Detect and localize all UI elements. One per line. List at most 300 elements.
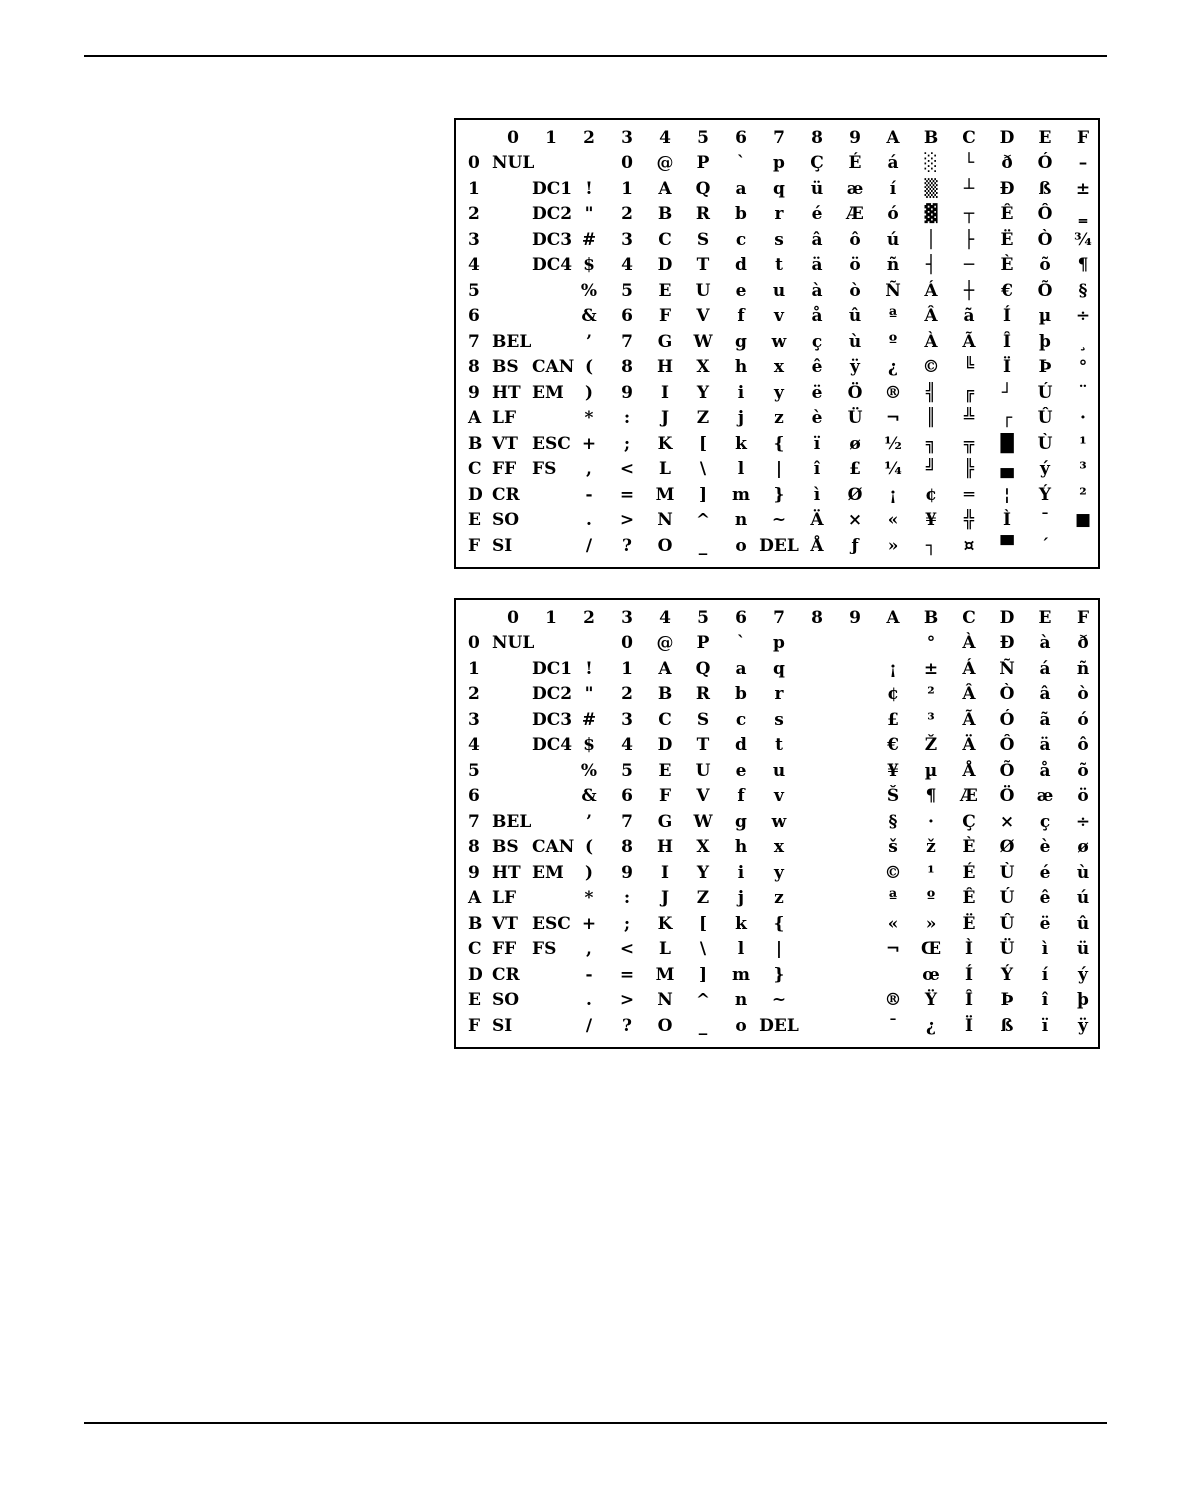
character-cell: É (962, 862, 976, 883)
control-code-label (492, 177, 536, 201)
column-header: 0 (507, 128, 519, 148)
control-code-label: ESC (532, 433, 571, 454)
character-cell: ÷ (1075, 811, 1091, 832)
character-cell: y (774, 382, 784, 403)
character-cell: Å (810, 535, 824, 556)
control-code-label: DC3 (532, 709, 573, 730)
character-cell: ( (584, 837, 594, 857)
character-cell: z (774, 408, 784, 428)
character-cell: + (581, 913, 597, 934)
column-header: 8 (811, 128, 823, 148)
column-header: E (1038, 128, 1052, 148)
character-cell: v (774, 306, 784, 326)
character-cell: T (696, 255, 710, 275)
character-cell: 7 (621, 811, 633, 832)
character-cell: Z (696, 888, 710, 908)
character-cell: ä (1039, 735, 1051, 755)
character-cell: £ (849, 459, 861, 479)
column-header: 5 (697, 128, 709, 148)
character-cell: à (811, 280, 823, 301)
character-cell: ] (698, 484, 708, 505)
column-header: B (923, 608, 939, 628)
character-cell: O (657, 1015, 673, 1036)
character-cell: Ž (924, 735, 938, 755)
character-cell: Î (1003, 331, 1011, 352)
character-cell: A (658, 658, 672, 679)
character-cell: î (813, 459, 821, 479)
character-cell: á (887, 153, 899, 173)
character-cell: ÷ (1075, 306, 1091, 326)
character-cell: Æ (846, 204, 864, 224)
control-code-label (492, 708, 536, 732)
character-cell: ╠ (963, 459, 975, 479)
character-cell: } (773, 484, 785, 505)
character-cell: ^ (695, 510, 711, 530)
character-cell: " (584, 684, 594, 704)
character-cell: á (1039, 658, 1051, 679)
character-cell: Å (962, 760, 976, 781)
character-cell: 8 (621, 837, 633, 857)
control-code-label (492, 304, 536, 328)
column-header: B (923, 128, 939, 148)
character-cell: b (735, 684, 747, 704)
character-cell: ù (848, 331, 862, 352)
character-cell: @ (656, 153, 674, 173)
character-cell (798, 1014, 836, 1038)
character-cell: m (732, 964, 750, 985)
character-cell: ! (585, 178, 593, 199)
character-cell: v (774, 786, 784, 806)
column-header: C (962, 608, 976, 628)
control-code-label: FS (532, 459, 557, 479)
character-cell: \ (699, 939, 707, 959)
row-header: C (468, 459, 482, 479)
top-rule (84, 55, 1107, 57)
character-cell: K (657, 913, 673, 934)
character-cell: ô (1077, 735, 1089, 755)
character-cell: ] (698, 964, 708, 985)
character-cell: ò (1077, 684, 1089, 704)
control-code-label (492, 657, 536, 681)
character-cell (798, 759, 836, 783)
character-cell: a (735, 658, 747, 679)
row-header: A (468, 888, 482, 908)
character-cell (836, 835, 874, 859)
character-cell: œ (922, 964, 940, 985)
character-cell: R (695, 684, 711, 704)
character-cell: » (925, 913, 937, 934)
character-cell: # (581, 709, 597, 730)
character-cell (836, 963, 874, 987)
row-header: F (468, 535, 481, 556)
column-header: 1 (545, 608, 557, 628)
character-cell: þ (1077, 990, 1089, 1010)
control-code-label: FF (492, 459, 517, 479)
character-cell: « (887, 913, 899, 934)
character-cell: ê (811, 357, 823, 377)
character-cell: Œ (920, 939, 942, 959)
character-cell: < (619, 939, 635, 959)
character-cell: & (581, 306, 597, 326)
character-cell: ; (623, 913, 631, 934)
character-cell: Ú (1037, 382, 1053, 403)
character-cell: Ý (1038, 484, 1052, 505)
character-cell: È (1000, 255, 1014, 275)
row-header: 1 (468, 658, 480, 679)
character-cell: ¼ (884, 459, 902, 479)
character-cell: ’ (586, 331, 592, 352)
character-cell: 6 (621, 786, 633, 806)
character-cell: Õ (999, 760, 1015, 781)
character-cell: È (962, 837, 976, 857)
character-cell: ÿ (1078, 1015, 1088, 1036)
control-code-label (492, 682, 536, 706)
character-cell (836, 886, 874, 910)
character-cell: a (735, 178, 747, 199)
character-cell: ■ (1074, 510, 1092, 530)
character-cell (798, 708, 836, 732)
character-cell: i (737, 382, 745, 403)
character-cell: w (771, 331, 787, 352)
character-cell: [ (698, 913, 708, 934)
control-code-label (492, 279, 536, 303)
control-code-label: LF (492, 408, 517, 428)
column-header: F (1076, 608, 1090, 628)
character-cell: × (847, 510, 863, 530)
character-cell: ó (887, 204, 899, 224)
character-cell: u (772, 760, 786, 781)
character-cell: " (584, 204, 594, 224)
character-cell: d (735, 255, 747, 275)
character-cell: Û (999, 913, 1015, 934)
character-cell: ö (1077, 786, 1089, 806)
character-cell: ¯ (1040, 510, 1050, 530)
character-cell (874, 631, 912, 655)
character-cell: . (586, 990, 592, 1010)
character-cell: N (657, 990, 673, 1010)
character-cell: € (1001, 280, 1013, 301)
character-cell (798, 937, 836, 961)
character-cell: 3 (621, 229, 633, 250)
character-cell: > (619, 510, 635, 530)
row-header: 8 (468, 837, 480, 857)
character-cell: ? (622, 1015, 632, 1036)
row-header: 4 (468, 255, 480, 275)
character-cell: Y (696, 862, 710, 883)
character-cell (798, 631, 836, 655)
character-cell: ü (1076, 939, 1090, 959)
character-cell: Ñ (885, 280, 901, 301)
character-cell: Ô (999, 735, 1015, 755)
character-cell: – (1078, 153, 1088, 173)
character-cell: _ (698, 535, 708, 556)
character-cell: ` (736, 153, 746, 173)
character-cell: B (657, 684, 673, 704)
character-cell: Ê (962, 888, 976, 908)
character-cell: Â (962, 684, 976, 704)
character-cell: × (999, 811, 1015, 832)
character-cell: X (696, 357, 710, 377)
row-header: C (468, 939, 482, 959)
control-code-label (492, 759, 536, 783)
character-cell: ░ (924, 153, 938, 173)
column-header: 4 (659, 608, 671, 628)
control-code-label: EM (532, 382, 564, 403)
character-cell: í (889, 178, 897, 199)
character-cell: ô (849, 229, 861, 250)
control-code-label: DC4 (532, 255, 573, 275)
control-code-label: DC4 (532, 735, 573, 755)
control-code-label (492, 253, 536, 277)
character-cell: L (659, 939, 671, 959)
character-cell: ▄ (1000, 459, 1014, 479)
character-cell: e (735, 280, 747, 301)
character-cell: p (773, 633, 785, 653)
column-header: 8 (811, 608, 823, 628)
row-header: B (468, 433, 483, 454)
character-cell: ò (849, 280, 861, 301)
character-cell: Ï (1003, 357, 1011, 377)
character-cell: ³ (1079, 459, 1087, 479)
control-code-label: DC2 (532, 204, 573, 224)
row-header: 6 (468, 306, 480, 326)
character-cell: ┌ (1001, 408, 1013, 428)
row-header: 1 (468, 178, 480, 199)
character-cell: X (696, 837, 710, 857)
character-cell: | (775, 459, 783, 479)
row-header: 0 (468, 153, 480, 173)
row-header: E (468, 510, 481, 530)
character-cell: ’ (586, 811, 592, 832)
character-cell: Ì (965, 939, 973, 959)
character-cell: M (655, 484, 675, 505)
character-cell: w (771, 811, 787, 832)
character-cell: Q (695, 178, 711, 199)
character-cell: 4 (621, 255, 633, 275)
character-cell: Ã (962, 709, 976, 730)
character-cell: Ï (965, 1015, 973, 1036)
character-cell: æ (1036, 786, 1054, 806)
character-cell (798, 886, 836, 910)
character-cell: █ (1000, 433, 1014, 454)
character-cell (570, 631, 608, 655)
character-cell: Ç (810, 153, 824, 173)
row-header: A (468, 408, 482, 428)
character-cell: } (773, 964, 785, 985)
row-header: 6 (468, 786, 480, 806)
character-cell: è (811, 408, 823, 428)
character-cell: r (774, 204, 784, 224)
character-cell: ═ (963, 484, 975, 505)
character-cell: ¢ (925, 484, 937, 505)
row-header: 0 (468, 633, 480, 653)
character-cell: © (884, 862, 902, 883)
character-cell: I (661, 382, 669, 403)
character-cell: Æ (960, 786, 978, 806)
character-cell: Ø (999, 837, 1015, 857)
character-cell: Ù (1037, 433, 1053, 454)
character-cell: p (773, 153, 785, 173)
character-cell: 5 (621, 760, 633, 781)
character-cell: T (696, 735, 710, 755)
character-cell: å (811, 306, 823, 326)
character-cell: $ (583, 255, 595, 275)
character-cell (798, 657, 836, 681)
character-cell: │ (925, 229, 937, 250)
character-cell: õ (1077, 760, 1089, 781)
row-header: D (468, 964, 483, 985)
character-cell: ž (926, 837, 936, 857)
column-header: E (1038, 608, 1052, 628)
character-cell: 3 (621, 709, 633, 730)
character-cell: ╬ (963, 510, 975, 530)
character-cell: D (657, 735, 673, 755)
column-header: 7 (773, 608, 785, 628)
control-code-label: ESC (532, 913, 571, 934)
character-cell: 2 (621, 204, 633, 224)
character-cell: Â (924, 306, 938, 326)
character-cell: q (773, 658, 785, 679)
character-cell (836, 988, 874, 1012)
character-cell: ( (584, 357, 594, 377)
character-cell: € (887, 735, 899, 755)
character-cell: R (695, 204, 711, 224)
character-cell: Ç (962, 811, 976, 832)
character-cell: | (775, 939, 783, 959)
character-cell: ? (622, 535, 632, 556)
character-cell: C (658, 709, 672, 730)
character-cell: 5 (621, 280, 633, 301)
control-code-label: SI (492, 1015, 513, 1036)
character-cell: ┤ (925, 255, 937, 275)
character-cell: Ô (1037, 204, 1053, 224)
character-cell: s (774, 229, 784, 250)
column-header: 6 (735, 128, 747, 148)
control-code-label: DC2 (532, 684, 573, 704)
character-cell: % (580, 280, 598, 301)
character-cell: ╩ (963, 408, 975, 428)
character-cell: ü (810, 178, 824, 199)
control-code-label: VT (492, 913, 518, 934)
character-cell: Ä (810, 510, 824, 530)
character-cell: Í (965, 964, 973, 985)
character-cell: ã (1039, 709, 1051, 730)
character-cell: S (696, 229, 710, 250)
column-header: 5 (697, 608, 709, 628)
character-cell: Ÿ (924, 990, 938, 1010)
character-cell: k (735, 433, 747, 454)
character-cell: P (696, 153, 710, 173)
character-cell: £ (887, 709, 899, 730)
character-cell: V (696, 786, 710, 806)
character-cell: ì (1041, 939, 1049, 959)
character-cell: E (658, 280, 672, 301)
column-header: 9 (849, 128, 861, 148)
character-cell: y (774, 862, 784, 883)
character-cell: B (657, 204, 673, 224)
character-cell: ç (1039, 811, 1051, 832)
character-cell: ² (927, 684, 935, 704)
control-code-label: CAN (532, 357, 575, 377)
character-cell: > (619, 990, 635, 1010)
character-cell: D (657, 255, 673, 275)
character-cell: o (735, 535, 747, 556)
character-cell: 1 (621, 658, 633, 679)
character-cell: , (586, 939, 592, 959)
character-cell: ² (1079, 484, 1087, 505)
character-cell: û (1076, 913, 1090, 934)
character-cell: ╗ (925, 433, 937, 454)
character-cell: ¯ (888, 1015, 898, 1036)
character-cell: S (696, 709, 710, 730)
character-cell (798, 963, 836, 987)
character-cell: ã (963, 306, 975, 326)
character-cell: ┬ (963, 204, 975, 224)
character-cell: : (623, 888, 631, 908)
character-cell: 4 (621, 735, 633, 755)
character-cell: é (1039, 862, 1051, 883)
control-code-label: DC1 (532, 178, 573, 199)
character-cell (798, 810, 836, 834)
character-table-2 (454, 598, 1100, 1049)
character-cell: ê (1039, 888, 1051, 908)
character-cell: š (888, 837, 898, 857)
character-cell: = (619, 484, 635, 505)
character-cell: g (735, 331, 747, 352)
character-cell: ¿ (926, 1015, 936, 1036)
character-cell: Î (965, 990, 973, 1010)
character-cell: ║ (925, 408, 937, 428)
character-cell: à (1039, 633, 1051, 653)
character-cell: õ (1039, 255, 1051, 275)
character-cell: å (1039, 760, 1051, 781)
character-cell: Ò (999, 684, 1015, 704)
character-cell: j (737, 888, 745, 908)
character-cell: À (924, 331, 938, 352)
control-code-label: BEL (492, 811, 532, 832)
row-header: 9 (468, 382, 480, 403)
character-cell: ┘ (1001, 382, 1013, 403)
column-header: A (886, 128, 900, 148)
character-cell: l (737, 939, 745, 959)
control-code-label: NUL (492, 633, 535, 653)
control-code-label: SO (492, 990, 520, 1010)
character-cell: ° (1078, 357, 1088, 377)
character-cell: W (693, 331, 713, 352)
character-cell: I (661, 862, 669, 883)
character-cell: ¾ (1074, 229, 1092, 250)
character-cell: U (695, 760, 711, 781)
character-cell: Û (1037, 408, 1053, 428)
character-cell (798, 835, 836, 859)
character-cell: 8 (621, 357, 633, 377)
character-cell: * (584, 888, 594, 908)
control-code-label: BS (492, 837, 519, 857)
character-cell: J (660, 888, 670, 908)
row-header: B (468, 913, 483, 934)
character-cell: ╦ (963, 433, 975, 454)
character-cell: î (1041, 990, 1049, 1010)
character-cell: x (773, 357, 785, 377)
character-cell: E (658, 760, 672, 781)
character-cell: Ü (999, 939, 1015, 959)
character-cell: ^ (695, 990, 711, 1010)
column-header: 3 (621, 608, 633, 628)
character-cell: Ð (999, 633, 1015, 653)
row-header: D (468, 484, 483, 505)
character-cell: ▀ (1000, 535, 1014, 556)
character-cell: 9 (621, 862, 633, 883)
